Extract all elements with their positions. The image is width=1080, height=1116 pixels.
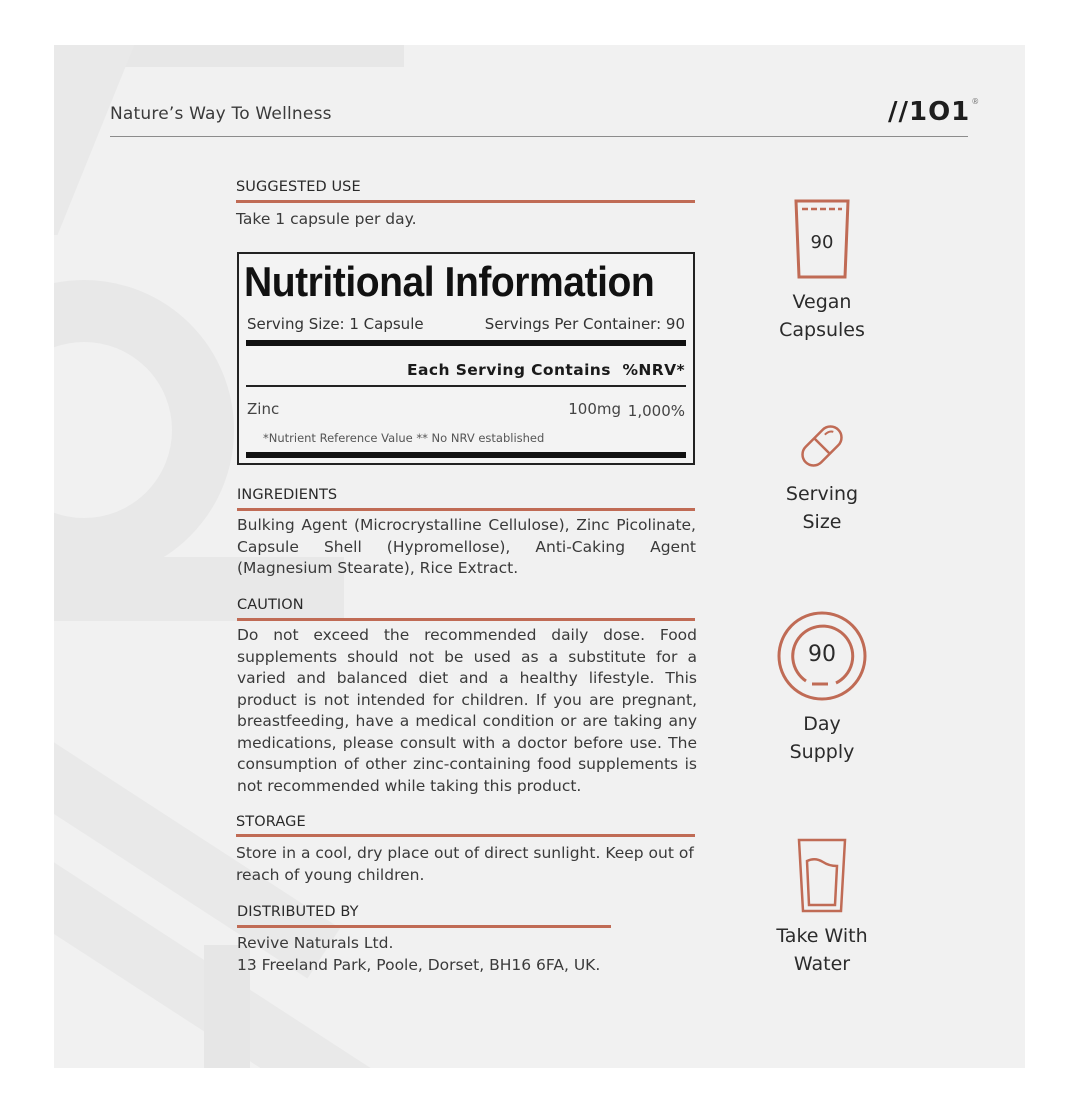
section-rule: [237, 925, 611, 928]
tagline: Nature’s Way To Wellness: [110, 104, 332, 124]
badge-label-line2: Supply: [789, 741, 855, 763]
section-rule: [237, 618, 695, 621]
thin-divider: [246, 385, 686, 387]
badge-day-supply: [752, 610, 892, 766]
ingredients-text: Bulking Agent (Microcrystalline Cellulose), Zinc Picolinate, Capsule Shell (Hypromellose), Anti-Caking Agent (Magnesium Stearate), Rice Extract.: [237, 516, 696, 577]
watermark-shape: [54, 45, 150, 235]
badge-vegan-capsules: [752, 198, 892, 344]
thick-divider: [246, 340, 686, 346]
badge-label-line1: Vegan: [792, 291, 852, 313]
badge-label-line1: Take With: [776, 925, 868, 947]
badge-label-line2: Capsules: [779, 319, 865, 341]
badge-serving-size: [752, 416, 892, 536]
storage-text: Store in a cool, dry place out of direct sunlight. Keep out of reach of young children.: [236, 844, 694, 884]
nutrition-facts-table: [237, 252, 695, 465]
section-rule: [237, 508, 695, 511]
distributor-name: Revive Naturals Ltd.: [237, 934, 394, 952]
caution-text: Do not exceed the recommended daily dose. Food supplements should not be used as a substitute for a varied and balanced diet and a healthy lifestyle. This product is not intended for children. If you are pregnant, breastfeeding, have a medical condition or are taking any medications, please consult with a doctor before use. The consumption of other zinc-containing food supplements is not recommended while taking this product.: [237, 626, 697, 795]
logo-text: //1O1: [888, 97, 971, 127]
section-rule: [236, 834, 695, 837]
section-title-storage: STORAGE: [236, 814, 306, 830]
pouch-icon: [792, 198, 852, 280]
ring-icon: [776, 610, 868, 702]
serving-size: Serving Size: 1 Capsule: [247, 315, 424, 333]
badge-take-with-water: [752, 838, 892, 978]
nutrition-footnote: *Nutrient Reference Value ** No NRV established: [263, 431, 545, 445]
registered-mark: ®: [971, 97, 981, 106]
pouch-count: 90: [810, 232, 834, 253]
nutrition-title: Nutritional Information: [244, 258, 655, 305]
thick-divider: [246, 452, 686, 458]
section-title-distributed-by: DISTRIBUTED BY: [237, 904, 359, 920]
section-rule: [236, 200, 695, 203]
section-title-caution: CAUTION: [237, 597, 304, 613]
watermark-ring: [54, 280, 234, 580]
nutrition-column-header: Each Serving Contains %NRV*: [407, 361, 685, 379]
header-divider: [110, 136, 968, 137]
capsule-icon: [792, 416, 852, 476]
suggested-use-text: Take 1 capsule per day.: [236, 210, 417, 228]
supply-days: 90: [808, 642, 836, 667]
section-title-suggested-use: SUGGESTED USE: [236, 179, 361, 195]
servings-per-container: Servings Per Container: 90: [484, 315, 685, 333]
badge-label-line2: Size: [802, 511, 842, 533]
brand-logo: [888, 97, 980, 127]
badge-label-line2: Water: [793, 953, 851, 975]
nutrient-nrv: 1,000%: [627, 402, 685, 420]
badge-label-line1: Serving: [785, 483, 859, 505]
nutrient-amount: 100mg: [568, 400, 621, 418]
section-title-ingredients: INGREDIENTS: [237, 487, 338, 503]
glass-icon: [797, 838, 847, 913]
badge-label-line1: Day: [803, 713, 841, 735]
nutrient-name: Zinc: [247, 400, 280, 418]
distributor-address: 13 Freeland Park, Poole, Dorset, BH16 6FA, UK.: [237, 956, 601, 974]
